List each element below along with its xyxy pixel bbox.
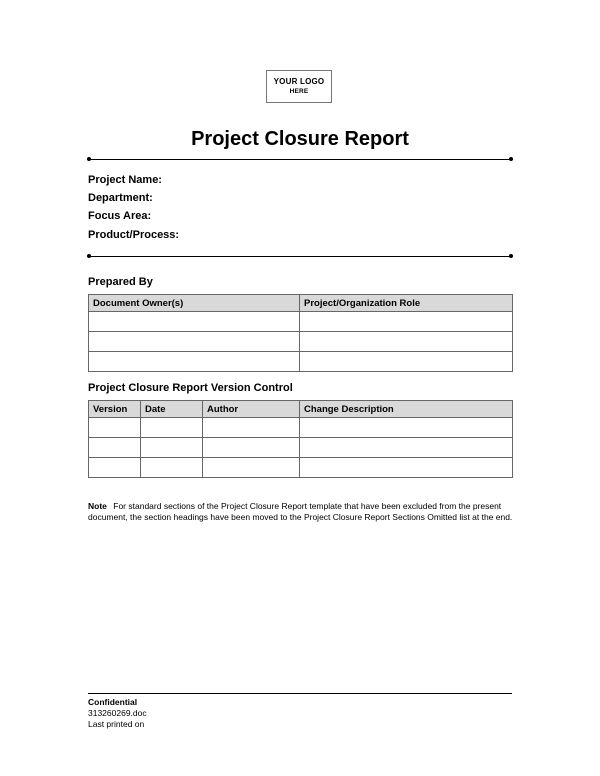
note-label: Note	[88, 501, 107, 511]
table-row	[89, 418, 513, 438]
version-control-table	[88, 400, 513, 478]
table-cell[interactable]	[203, 458, 300, 478]
table-cell[interactable]	[203, 438, 300, 458]
title-divider	[88, 159, 512, 160]
table-header-row	[89, 295, 513, 312]
prepared-by-table	[88, 294, 513, 372]
column-header: Author	[203, 401, 300, 418]
table-cell[interactable]	[300, 418, 513, 438]
logo-line-2: HERE	[289, 87, 309, 95]
column-header: Project/Organization Role	[300, 295, 513, 312]
table-cell[interactable]	[89, 312, 300, 332]
table-row	[89, 458, 513, 478]
fields-divider	[88, 256, 512, 257]
table-row	[89, 312, 513, 332]
table-row	[89, 352, 513, 372]
divider-dot-right	[509, 157, 513, 161]
table-cell[interactable]	[141, 438, 203, 458]
page-title: Project Closure Report	[191, 128, 409, 150]
table-cell[interactable]	[141, 458, 203, 478]
field-department: Department:	[88, 192, 153, 204]
table-header-row	[89, 401, 513, 418]
footer-last-printed: Last printed on	[88, 719, 145, 729]
table-row	[89, 438, 513, 458]
table-cell[interactable]	[89, 438, 141, 458]
table-row	[89, 332, 513, 352]
field-product-process: Product/Process:	[88, 229, 180, 241]
column-header: Change Description	[300, 401, 513, 418]
table-cell[interactable]	[89, 332, 300, 352]
table-cell[interactable]	[89, 418, 141, 438]
footer-filename: 313260269.doc	[88, 708, 147, 718]
logo-line-1: YOUR LOGO	[273, 76, 325, 86]
field-focus-area: Focus Area:	[88, 210, 152, 222]
table-cell[interactable]	[300, 332, 513, 352]
divider-dot-left	[87, 157, 91, 161]
table-cell[interactable]	[300, 352, 513, 372]
table-cell[interactable]	[300, 438, 513, 458]
company-logo-placeholder	[266, 70, 332, 103]
divider-dot-right	[509, 254, 513, 258]
field-project-name: Project Name:	[88, 174, 162, 186]
column-header: Date	[141, 401, 203, 418]
table-cell[interactable]	[141, 418, 203, 438]
table-cell[interactable]	[89, 458, 141, 478]
column-header: Version	[89, 401, 141, 418]
footer-confidential: Confidential	[88, 697, 138, 707]
note-paragraph	[88, 501, 514, 523]
divider-dot-left	[87, 254, 91, 258]
table-cell[interactable]	[89, 352, 300, 372]
version-control-heading: Project Closure Report Version Control	[88, 382, 293, 394]
column-header: Document Owner(s)	[89, 295, 300, 312]
table-cell[interactable]	[300, 458, 513, 478]
note-text: For standard sections of the Project Closure Report template that have been excluded from the present document, the section headings have been moved to the Project Closure Report Sections Omitted list at the end.	[88, 501, 513, 522]
table-cell[interactable]	[203, 418, 300, 438]
footer-divider	[88, 693, 512, 694]
prepared-by-heading: Prepared By	[88, 276, 153, 288]
page-footer	[88, 697, 147, 730]
table-cell[interactable]	[300, 312, 513, 332]
